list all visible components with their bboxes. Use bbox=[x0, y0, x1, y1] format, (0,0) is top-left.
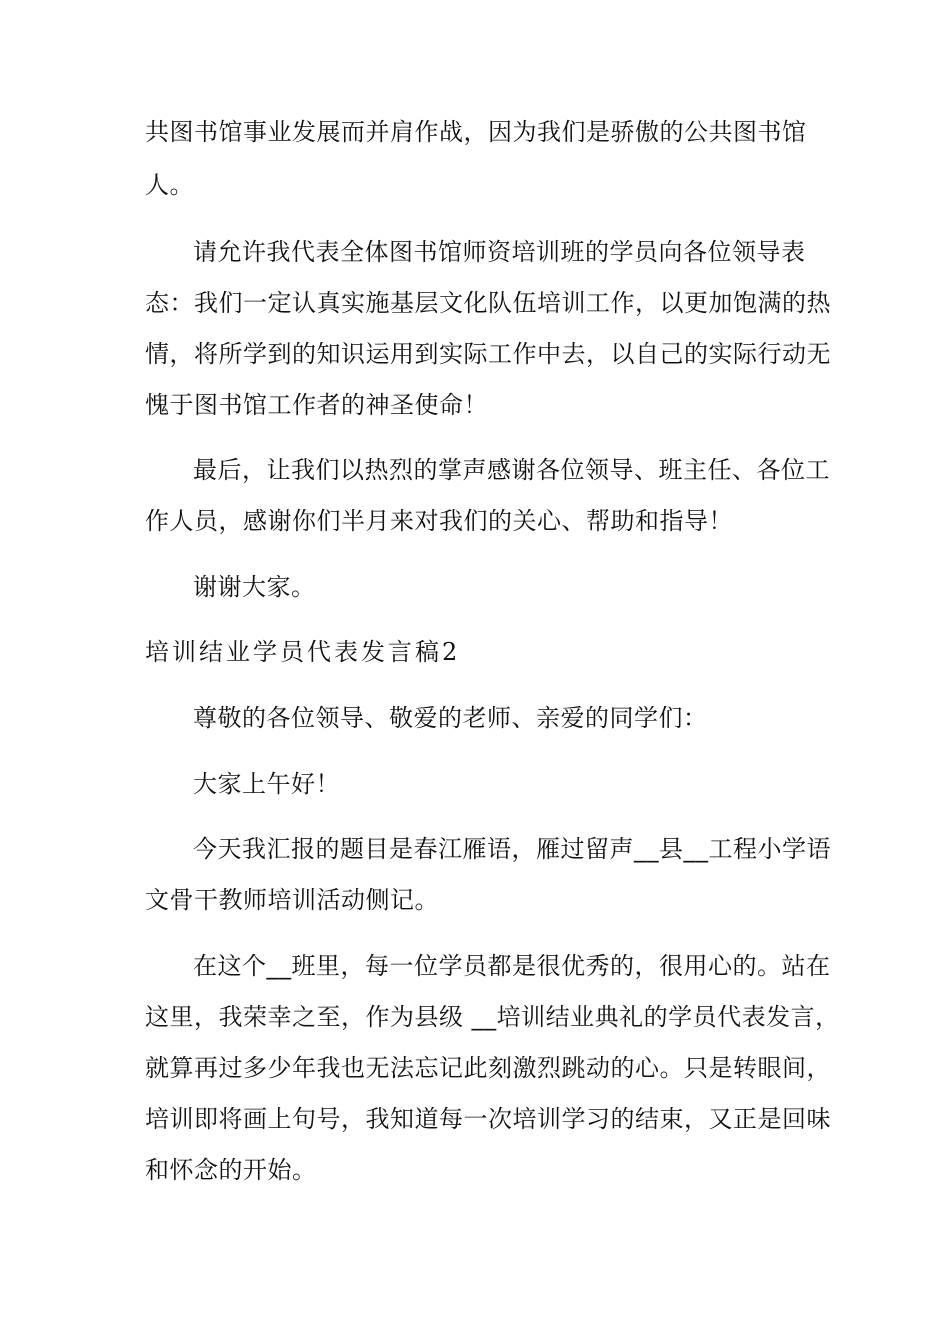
paragraph-line: 态：我们一定认真实施基层文化队伍培训工作，以更加饱满的热 bbox=[145, 289, 831, 317]
paragraph-line: 和怀念的开始。 bbox=[145, 1156, 317, 1184]
paragraph-line: 最后，让我们以热烈的掌声感谢各位领导、班主任、各位工 bbox=[193, 456, 830, 484]
paragraph-line: 文骨干教师培训活动侧记。 bbox=[145, 886, 439, 914]
paragraph-line: 在这个__班里，每一位学员都是很优秀的，很用心的。站在 bbox=[193, 952, 831, 980]
paragraph-line: 就算再过多少年我也无法忘记此刻激烈跳动的心。只是转眼间， bbox=[145, 1054, 831, 1082]
paragraph-line: 愧于图书馆工作者的神圣使命！ bbox=[145, 391, 488, 419]
paragraph-line: 这里，我荣幸之至，作为县级 __培训结业典礼的学员代表发言， bbox=[145, 1003, 840, 1031]
paragraph-line: 人。 bbox=[145, 171, 194, 199]
paragraph-line: 尊敬的各位领导、敬爱的老师、亲爱的同学们： bbox=[193, 704, 708, 732]
paragraph-line: 今天我汇报的题目是春江雁语，雁过留声__县__工程小学语 bbox=[193, 835, 831, 863]
section-heading: 培训结业学员代表发言稿2 bbox=[145, 638, 461, 666]
paragraph-line: 情，将所学到的知识运用到实际工作中去，以自己的实际行动无 bbox=[145, 340, 831, 368]
paragraph-line: 大家上午好！ bbox=[193, 770, 340, 798]
paragraph-line: 培训即将画上句号，我知道每一次培训学习的结束，又正是回味 bbox=[145, 1105, 831, 1133]
paragraph-line: 共图书馆事业发展而并肩作战，因为我们是骄傲的公共图书馆 bbox=[145, 118, 807, 146]
paragraph-line: 谢谢大家。 bbox=[193, 573, 316, 601]
paragraph-line: 请允许我代表全体图书馆师资培训班的学员向各位领导表 bbox=[193, 238, 806, 266]
paragraph-line: 作人员，感谢你们半月来对我们的关心、帮助和指导！ bbox=[145, 507, 733, 535]
